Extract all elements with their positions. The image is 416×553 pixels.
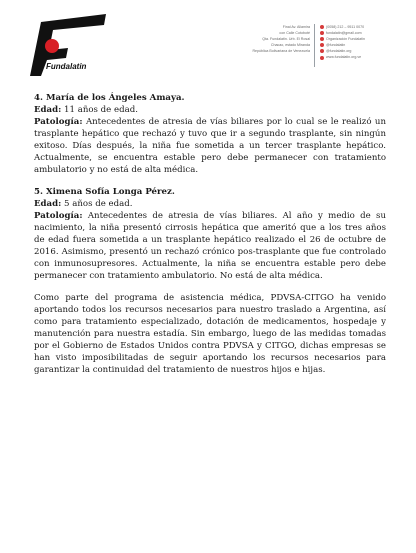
document-body [34, 92, 386, 376]
address-line: Chacao, estado Miranda [270, 43, 310, 48]
contact-website: www.fundalatin.org.ve [320, 54, 400, 60]
logo-red-circle [45, 39, 59, 53]
twitter-icon [320, 43, 324, 47]
section-4-title: 4. María de los Ángeles Amaya. [34, 93, 185, 103]
contact-phone: (0058) 212 – 9511 0070 [320, 24, 400, 30]
letterhead [0, 0, 416, 78]
phone-icon [320, 25, 324, 29]
section-4-pathology: Patología: Antecedentes de atresia de vías biliares por lo cual se le realizó un trasplante hepático que rechazó y tuvo que ir a segundo trasplante, sin ningún exitoso. Días después, la niña fue sometida a un tercer trasplante hepático. Actualmente, se encuentra estable pero debe permanecer con tratamiento ambulatorio y no está de alta médica. [34, 117, 386, 175]
section-5-age: Edad: 5 años de edad. [34, 199, 133, 209]
contact-twitter: @fundalatin [320, 42, 400, 48]
contact-facebook: Organización Fundalatin [320, 36, 400, 42]
address-block [250, 24, 310, 54]
contact-instagram: @fundalatin.org [320, 48, 400, 54]
contact-block [320, 24, 400, 61]
logo-wordmark: Fundalatin [46, 62, 87, 71]
address-line: República Bolivariana de Venezuela [252, 49, 310, 54]
address-line: con Calle Cotoboté [279, 31, 310, 36]
facebook-icon [320, 37, 324, 41]
instagram-icon [320, 49, 324, 53]
email-icon [320, 31, 324, 35]
closing-paragraph: Como parte del programa de asistencia médica, PDVSA-CITGO ha venido aportando todos los recursos necesarios para nuestro traslado a Argentina, así como para tratamiento especializado, dotación de medicamentos, hospedaje y manutención para nuestra estadía. Sin embargo, luego de las medidas tomadas por el Gobierno de Estados Unidos contra PDVSA y CITGO, dichas empresas se han visto imposibilitadas de seguir aportando los recursos necesarios para garantizar la continuidad del tratamiento de nuestros hijos e hijas. [34, 293, 386, 375]
header-divider [314, 24, 315, 67]
address-line: Qta. Fundalatin. Urb. El Rosal [262, 37, 310, 42]
address-line: Final Av. Allamira [282, 25, 310, 29]
section-5-pathology: Patología: Antecedentes de atresia de vías biliares. Al año y medio de su nacimiento, la niña presentó cirrosis hepática que ameritó que a los tres años de edad fuera sometida a un trasplante hepático realizado el 26 de octubre de 2016. Asimismo, presentó un rechazó crónico pos-trasplante que fue controlado con inmunosupresores. Actualmente, la niña se encuentra estable pero debe permanecer con tratamiento ambulatorio. No está de alta médica. [34, 211, 386, 281]
section-5-title: 5. Ximena Sofía Longa Pérez. [34, 187, 175, 197]
web-icon [320, 56, 324, 60]
section-4-age: Edad: 11 años de edad. [34, 105, 138, 115]
contact-email: fundalatin@gmail.com [320, 30, 400, 36]
